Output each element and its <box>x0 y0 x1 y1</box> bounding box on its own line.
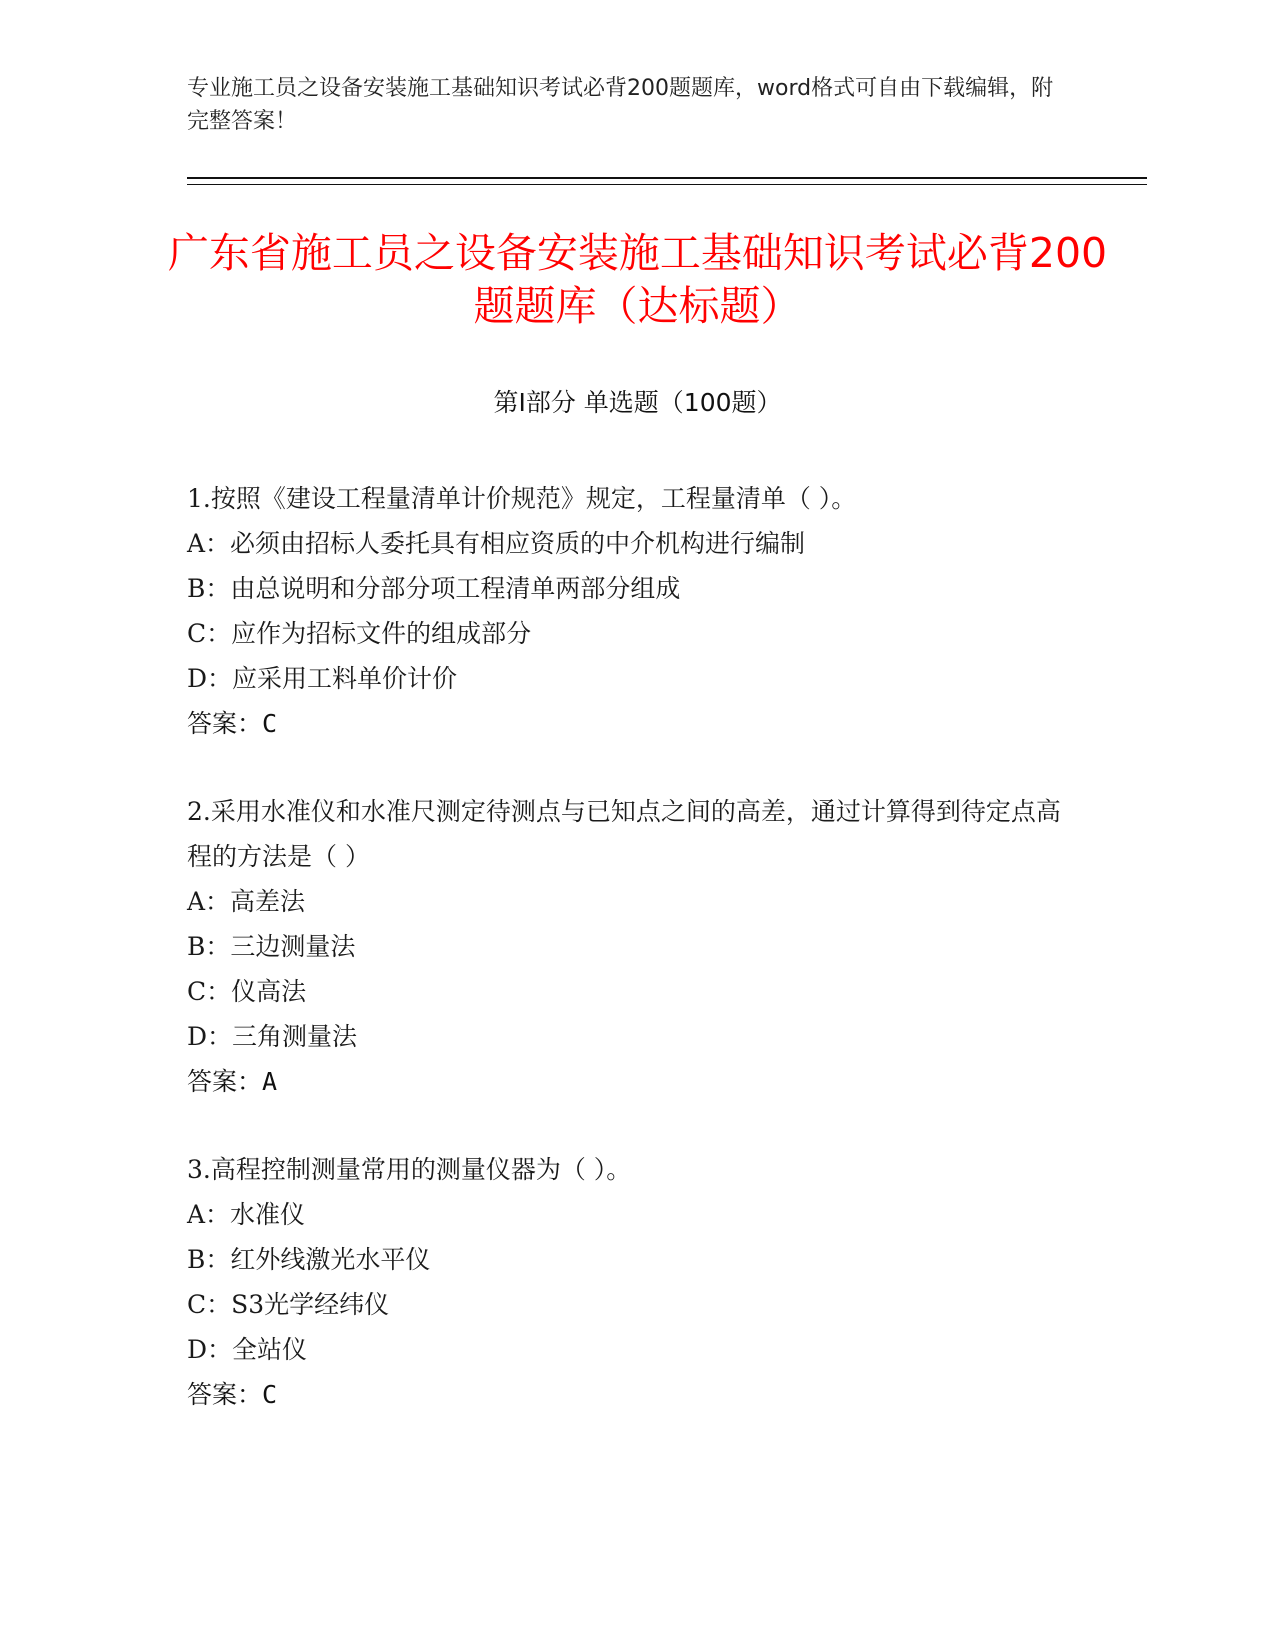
question-3 <box>187 1147 1067 1417</box>
header-note: 专业施工员之设备安装施工基础知识考试必背200题题库，word格式可自由下载编辑，附完整答案！ <box>187 76 1054 134</box>
option-b: B：红外线激光水平仪 <box>187 1245 431 1274</box>
answer-line <box>187 1059 1067 1104</box>
header-rule-thin <box>187 184 1147 185</box>
section-title: 第I部分 单选题（100题） <box>493 388 782 417</box>
document-title: 广东省施工员之设备安装施工基础知识考试必背200题题库（达标题） <box>167 229 1108 330</box>
option-a: A：水准仪 <box>187 1200 306 1229</box>
option-a: A：高差法 <box>187 887 306 916</box>
header-rule-thick <box>187 177 1147 179</box>
question-2 <box>187 789 1067 1104</box>
answer-line <box>187 1372 1067 1417</box>
question-stem: 1.按照《建设工程量清单计价规范》规定，工程量清单（ ）。 <box>187 484 857 513</box>
option-c: C：S3光学经纬仪 <box>187 1290 390 1319</box>
answer-label: 答案： <box>187 1067 263 1096</box>
question-stem: 2.采用水准仪和水准尺测定待测点与已知点之间的高差，通过计算得到待定点高程的方法是（ ） <box>187 797 1061 871</box>
answer-value: C <box>262 709 278 738</box>
option-d: D：应采用工料单价计价 <box>187 664 458 693</box>
answer-line <box>187 701 1067 746</box>
option-b: B：由总说明和分部分项工程清单两部分组成 <box>187 574 681 603</box>
option-a: A：必须由招标人委托具有相应资质的中介机构进行编制 <box>187 529 806 558</box>
answer-label: 答案： <box>187 1380 263 1409</box>
option-d: D：三角测量法 <box>187 1022 358 1051</box>
question-stem: 3.高程控制测量常用的测量仪器为（ ）。 <box>187 1155 632 1184</box>
answer-value: C <box>262 1380 278 1409</box>
option-c: C：仪高法 <box>187 977 307 1006</box>
option-c: C：应作为招标文件的组成部分 <box>187 619 532 648</box>
option-d: D：全站仪 <box>187 1335 308 1364</box>
answer-value: A <box>262 1067 278 1096</box>
answer-label: 答案： <box>187 709 263 738</box>
option-b: B：三边测量法 <box>187 932 356 961</box>
question-1 <box>187 476 1067 746</box>
question-list <box>187 476 1067 1460</box>
